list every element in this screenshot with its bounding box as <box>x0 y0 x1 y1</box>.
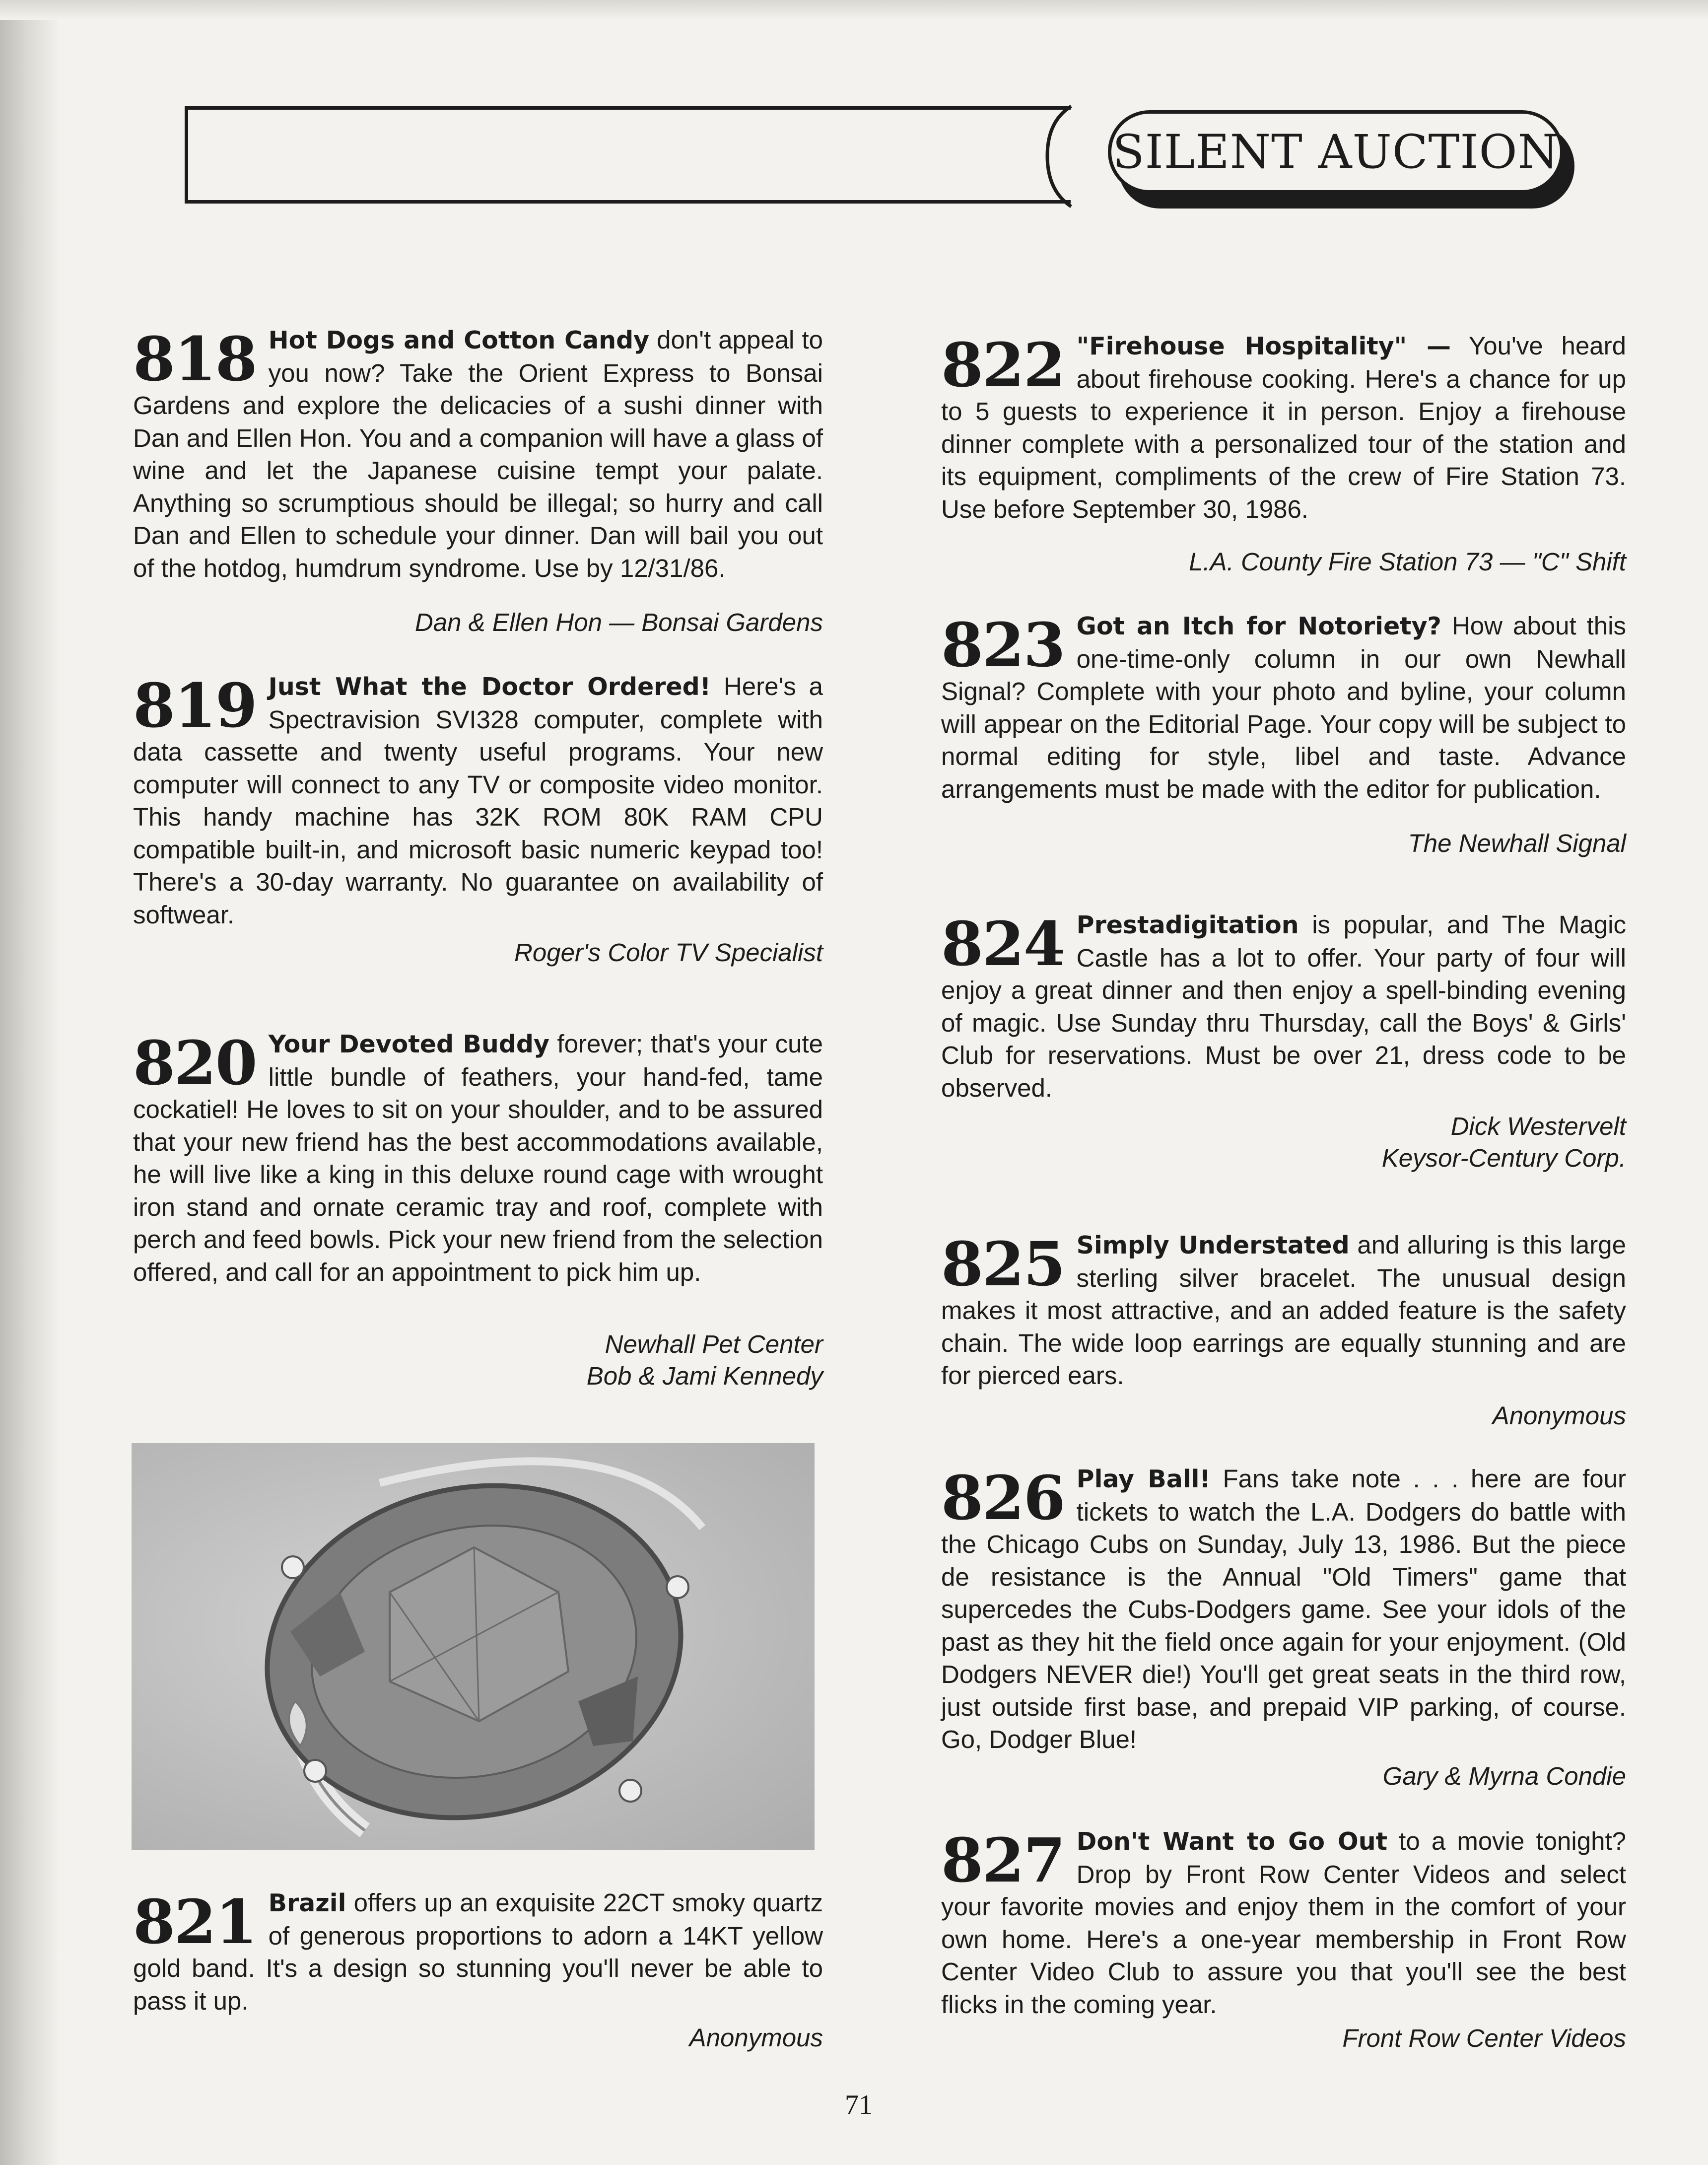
auction-item-820 <box>133 1028 823 1288</box>
section-title: SILENT AUCTION <box>1108 110 1564 194</box>
item-donor: Anonymous <box>689 2024 823 2052</box>
item-headline: Prestadigitation <box>1076 911 1299 939</box>
auction-item-826 <box>941 1463 1626 1756</box>
ring-illustration <box>132 1443 815 1850</box>
auction-item-819 <box>133 670 823 931</box>
item-headline: Just What the Doctor Ordered! <box>268 673 711 701</box>
item-description: don't appeal to you now? Take the Orient Express to Bonsai Gardens and explore the delicacies of a sushi dinner with Dan and Ellen Hon. You and a companion will have a glass of wine and let the Japanese cuisine tempt your palate. Anything so scrumptious should be illegal; so hurry and call Dan and Ellen to schedule your dinner. Dan will bail you out of the hotdog, humdrum syndrome. Use by 12/31/86. <box>133 326 823 582</box>
item-number: 826 <box>941 1462 1065 1534</box>
item-headline: Your Devoted Buddy <box>268 1030 549 1058</box>
auction-item-821 <box>133 1886 823 2017</box>
auction-item-827 <box>941 1825 1626 2021</box>
item-donor: Newhall Pet Center Bob & Jami Kennedy <box>586 1330 823 1390</box>
item-number: 825 <box>941 1228 1065 1300</box>
item-number: 819 <box>133 670 257 741</box>
item-description: offers up an exquisite 22CT smoky quartz of generous proportions to adorn a 14KT yellow gold band. It's a design so stunning you'll never be able to pass it up. <box>133 1888 823 2015</box>
page-top-edge <box>0 0 1708 20</box>
item-headline: Hot Dogs and Cotton Candy <box>268 326 650 354</box>
item-description: Fans take note . . . here are four tickets to watch the L.A. Dodgers do battle with the Chicago Cubs on Sunday, July 13, 1986. But the piece de resistance is the Annual "Old Timers" game that supercedes the Cubs-Dodgers game. See your idols of the past as they hit the field once again for your enjoyment. (Old Dodgers NEVER die!) You'll get great seats in the third row, just outside first base, and prepaid VIP parking, of course. Go, Dodger Blue! <box>941 1465 1626 1753</box>
item-number: 827 <box>941 1824 1065 1896</box>
item-headline: Don't Want to Go Out <box>1076 1827 1388 1856</box>
auction-item-818 <box>133 324 823 584</box>
header-banner-curve <box>1032 101 1112 213</box>
item-donor: Anonymous <box>1492 1401 1626 1430</box>
item-headline: Got an Itch for Notoriety? <box>1076 612 1441 640</box>
page-number: 71 <box>845 2090 873 2120</box>
item-description: is popular, and The Magic Castle has a lot to offer. Your party of four will enjoy a great dinner and then enjoy a spell-binding evening of magic. Use Sunday thru Thursday, call the Boys' & Girls' Club for reservations. Must be over 21, dress code to be observed. <box>941 910 1626 1102</box>
item-number: 820 <box>133 1027 257 1099</box>
item-description: forever; that's your cute little bundle of feathers, your hand-fed, tame cockatiel! He loves to sit on your shoulder, and to be assured that your new friend has the best accommodations available, he will live like a king in this deluxe round cage with wrought iron stand and ornate ceramic tray and roof, complete with perch and feed bowls. Pick your new friend from the selection offered, and call for an appointment to pick him up. <box>133 1030 823 1286</box>
item-donor: L.A. County Fire Station 73 — "C" Shift <box>1189 548 1626 576</box>
header-banner-box <box>185 106 1071 204</box>
item-donor: Gary & Myrna Condie <box>1382 1762 1626 1790</box>
item-number: 822 <box>941 329 1065 401</box>
item-donor: Dan & Ellen Hon — Bonsai Gardens <box>414 608 823 636</box>
item-number: 823 <box>941 609 1065 681</box>
auction-item-824 <box>941 908 1626 1104</box>
auction-item-822 <box>941 330 1626 525</box>
item-description: to a movie tonight? Drop by Front Row Center Videos and select your favorite movies and enjoy them in the comfort of your own home. Here's a one-year membership in Front Row Center Video Club to assure you that you'll see the best flicks in the coming year. <box>941 1827 1626 2019</box>
item-donor: Roger's Color TV Specialist <box>514 938 823 967</box>
item-donor: Front Row Center Videos <box>1342 2024 1626 2052</box>
item-description: and alluring is this large sterling silver bracelet. The unusual design makes it most attractive, and an added feature is the safety chain. The wide loop earrings are equally stunning and are for pierced ears. <box>941 1231 1626 1390</box>
auction-item-823 <box>941 610 1626 805</box>
item-description: How about this one-time-only column in our own Newhall Signal? Complete with your photo and byline, your column will appear on the Editorial Page. Your copy will be subject to normal editing for style, libel and taste. Advance arrangements must be made with the editor for publication. <box>941 612 1626 803</box>
item-headline: Brazil <box>268 1889 346 1917</box>
item-headline: Simply Understated <box>1076 1231 1350 1259</box>
item-headline: "Firehouse Hospitality" — <box>1076 332 1451 360</box>
item-description: Here's a Spectravision SVI328 computer, complete with data cassette and twenty useful programs. Your new computer will connect to any TV or composite video monitor. This handy machine has 32K ROM 80K RAM CPU compatible built-in, and microsoft basic numeric keypad too! There's a 30-day warranty. No guarantee on availability of softwear. <box>133 672 823 929</box>
quartz-ring-photo <box>132 1443 815 1850</box>
item-number: 824 <box>941 908 1065 979</box>
item-number: 818 <box>133 323 257 395</box>
book-gutter-shadow <box>0 0 60 2165</box>
item-headline: Play Ball! <box>1076 1465 1211 1493</box>
auction-item-825 <box>941 1229 1626 1392</box>
item-description: You've heard about firehouse cooking. Here's a chance for up to 5 guests to experience it in person. Enjoy a firehouse dinner complete with a personalized tour of the station and its equipment, compliments of the crew of Fire Station 73. Use before September 30, 1986. <box>941 332 1626 523</box>
item-donor: The Newhall Signal <box>1408 829 1626 857</box>
item-number: 821 <box>133 1886 257 1957</box>
item-donor: Dick Westervelt Keysor-Century Corp. <box>1381 1112 1626 1172</box>
